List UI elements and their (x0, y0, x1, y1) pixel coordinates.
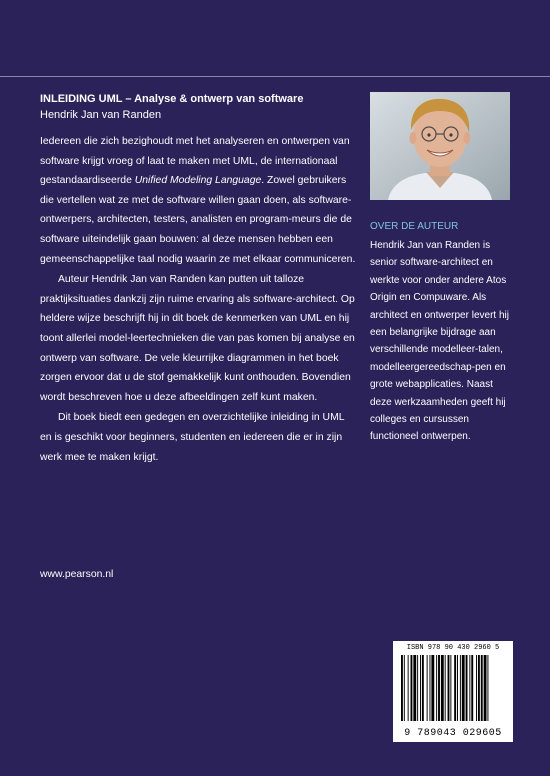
blurb-p1-start: Iedereen die zich bezighoudt met het analyseren en ontwerpen van software krijgt vroeg of laat te maken met UML, de internationaal gestandaardiseerde (40, 136, 350, 187)
barcode-stripe (431, 655, 434, 721)
barcode-digits: 9 789043 029605 (404, 728, 502, 739)
barcode-stripe (462, 655, 465, 721)
barcode-stripe (411, 655, 413, 721)
barcode-stripe (441, 655, 444, 721)
publisher-website: www.pearson.nl (40, 569, 114, 580)
barcode-stripe (457, 655, 458, 721)
author-photo (370, 92, 510, 200)
barcode-stripe (481, 655, 483, 721)
barcode-stripe (445, 655, 446, 721)
barcode-stripe (471, 655, 473, 721)
barcode-stripe (404, 655, 405, 721)
barcode-stripe (476, 655, 477, 721)
barcode-stripe (487, 655, 488, 721)
blurb-paragraph-1 (40, 132, 358, 269)
top-divider-line (0, 76, 550, 77)
main-text-column (40, 92, 358, 467)
barcode-stripe (469, 655, 470, 721)
barcode-stripe (450, 655, 451, 721)
barcode-stripe (430, 655, 431, 721)
barcode-stripe (478, 655, 480, 721)
barcode-stripe (466, 655, 468, 721)
author-portrait-image (370, 92, 510, 200)
barcode-stripe (408, 655, 409, 721)
barcode-stripe (438, 655, 440, 721)
barcode-stripe (427, 655, 428, 721)
book-author: Hendrik Jan van Randen (40, 109, 162, 121)
barcode-stripe (484, 655, 487, 721)
blurb-p1-end: . Zowel gebruikers die vertellen wat ze met de software willen gaan doen, als software-ontwerpers, architecten, testers, analisten en program-meurs die de software uiteindelijk gaan bouwen: al deze mensen hebben een gemeenschappelijke taal nodig waarin ze met elkaar communiceren. (40, 175, 356, 265)
isbn-label: ISBN 978 90 430 2960 5 (406, 644, 500, 652)
barcode-stripe (413, 655, 416, 721)
isbn-barcode (393, 641, 513, 742)
barcode-stripe (436, 655, 437, 721)
barcode-bars (401, 655, 505, 721)
barcode-stripe (460, 655, 461, 721)
barcode-stripe (401, 655, 403, 721)
barcode-stripe (422, 655, 424, 721)
barcode-stripe (420, 655, 421, 721)
blurb-paragraph-2: Auteur Hendrik Jan van Randen kan putten uit talloze praktijksituaties dankzij zijn ruime ervaring als software-architect. Op heldere wijze beschrijft hij in dit boek de kenmerken van UML en hij toont allerlei model-leertechnieken die van pas komen bij analyse en ontwerp van software. De vele kleurrijke diagrammen in het boek zorgen ervoor dat u de stof gemakkelijk kunt onthouden. Bovendien wordt beschreven hoe u deze afbeeldingen zelf kunt maken. (40, 274, 355, 403)
about-author-heading: OVER DE AUTEUR (370, 221, 459, 232)
about-author-text: Hendrik Jan van Randen is senior software-architect en werkte voor onder andere Atos Origin en Compuware. Als architect en ontwerper levert hij een belangrijke bijdrage aan verschillende modelleer-talen, modelleergereedschap-pen en grote webapplicaties. Naast deze werkzaamheden geeft hij colleges en cursussen functioneel ontwerpen. (370, 240, 509, 443)
barcode-stripe (454, 655, 456, 721)
barcode-stripe (417, 655, 418, 721)
blurb-paragraph-3: Dit boek biedt een gedegen en overzichtelijke inleiding in UML en is geschikt voor beginners, studenten en iedereen die er in zijn werk mee te maken krijgt. (40, 412, 345, 463)
blurb-p1-emphasis: Unified Modeling Language (134, 175, 262, 187)
barcode-stripe (448, 655, 450, 721)
book-title: INLEIDING UML – Analyse & ontwerp van software (40, 93, 304, 105)
